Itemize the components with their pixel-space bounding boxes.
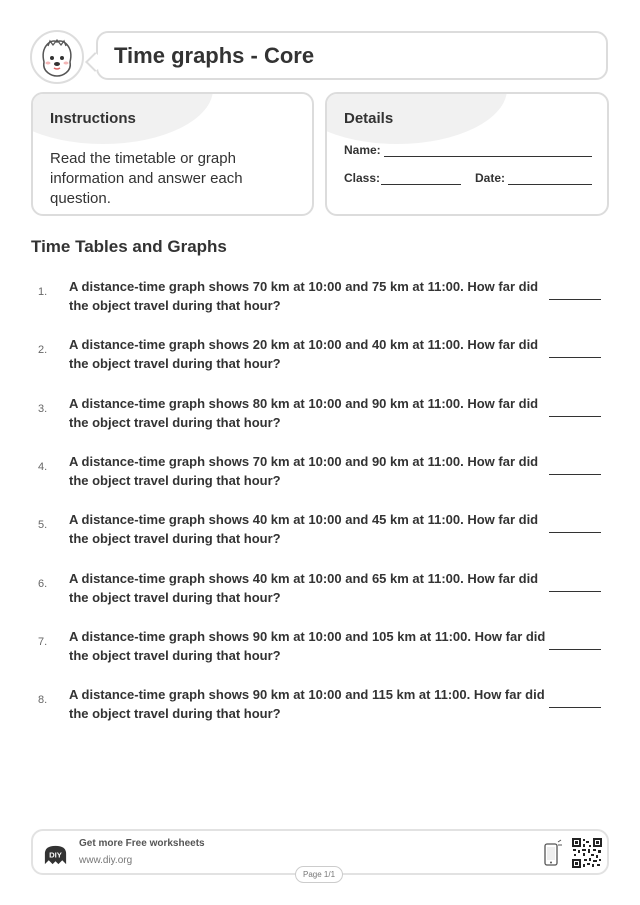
instructions-heading: Instructions	[50, 110, 136, 127]
instructions-card	[31, 92, 314, 216]
question-text: A distance-time graph shows 20 km at 10:00 and 40 km at 11:00. How far did the object travel during that hour?	[69, 337, 539, 371]
question-text: A distance-time graph shows 70 km at 10:00 and 90 km at 11:00. How far did the object travel during that hour?	[69, 454, 539, 488]
details-card	[325, 92, 609, 216]
details-heading: Details	[344, 110, 394, 127]
answer-blank[interactable]	[549, 299, 601, 300]
answer-blank[interactable]	[549, 357, 601, 358]
name-label: Name:	[344, 143, 381, 157]
mascot-avatar	[30, 30, 84, 84]
question-number: 7.	[38, 636, 48, 648]
section-heading: Time Tables and Graphs	[31, 237, 227, 256]
answer-blank[interactable]	[549, 474, 601, 475]
title-banner	[96, 31, 608, 80]
page-indicator: Page 1/1	[295, 866, 343, 883]
question-text: A distance-time graph shows 40 km at 10:00 and 65 km at 11:00. How far did the object travel during that hour?	[69, 571, 539, 605]
question-number: 2.	[38, 344, 48, 356]
question-text: A distance-time graph shows 80 km at 10:00 and 90 km at 11:00. How far did the object travel during that hour?	[69, 396, 539, 430]
answer-blank[interactable]	[549, 707, 601, 708]
question-number: 6.	[38, 578, 48, 590]
date-label: Date:	[475, 171, 506, 185]
instructions-text: Read the timetable or graph information and answer each question.	[50, 150, 243, 207]
answer-blank[interactable]	[549, 649, 601, 650]
question-number: 3.	[38, 403, 48, 415]
answer-blank[interactable]	[549, 416, 601, 417]
answer-blank[interactable]	[549, 591, 601, 592]
answer-blank[interactable]	[549, 532, 601, 533]
footer-link[interactable]: www.diy.org	[79, 855, 133, 866]
page-title: Time graphs - Core	[114, 43, 315, 68]
question-number: 1.	[38, 286, 48, 298]
date-field[interactable]	[508, 184, 592, 185]
question-number: 4.	[38, 461, 48, 473]
mascot-icon	[32, 32, 82, 82]
question-text: A distance-time graph shows 70 km at 10:00 and 75 km at 11:00. How far did the object travel during that hour?	[69, 279, 539, 313]
diy-logo-icon[interactable]	[42, 841, 69, 868]
name-field[interactable]	[384, 156, 592, 157]
question-number: 8.	[38, 694, 48, 706]
question-text: A distance-time graph shows 90 km at 10:00 and 115 km at 11:00. How far did the object travel during that hour?	[69, 687, 545, 721]
qr-code-icon[interactable]	[571, 837, 603, 869]
phone-icon	[543, 839, 563, 867]
question-text: A distance-time graph shows 40 km at 10:00 and 45 km at 11:00. How far did the object travel during that hour?	[69, 512, 539, 546]
svg-text:DIY: DIY	[49, 850, 62, 860]
class-label: Class:	[344, 171, 381, 185]
question-text: A distance-time graph shows 90 km at 10:00 and 105 km at 11:00. How far did the object travel during that hour?	[69, 629, 546, 663]
footer-title: Get more Free worksheets	[79, 838, 205, 849]
class-field[interactable]	[381, 184, 461, 185]
question-number: 5.	[38, 519, 48, 531]
